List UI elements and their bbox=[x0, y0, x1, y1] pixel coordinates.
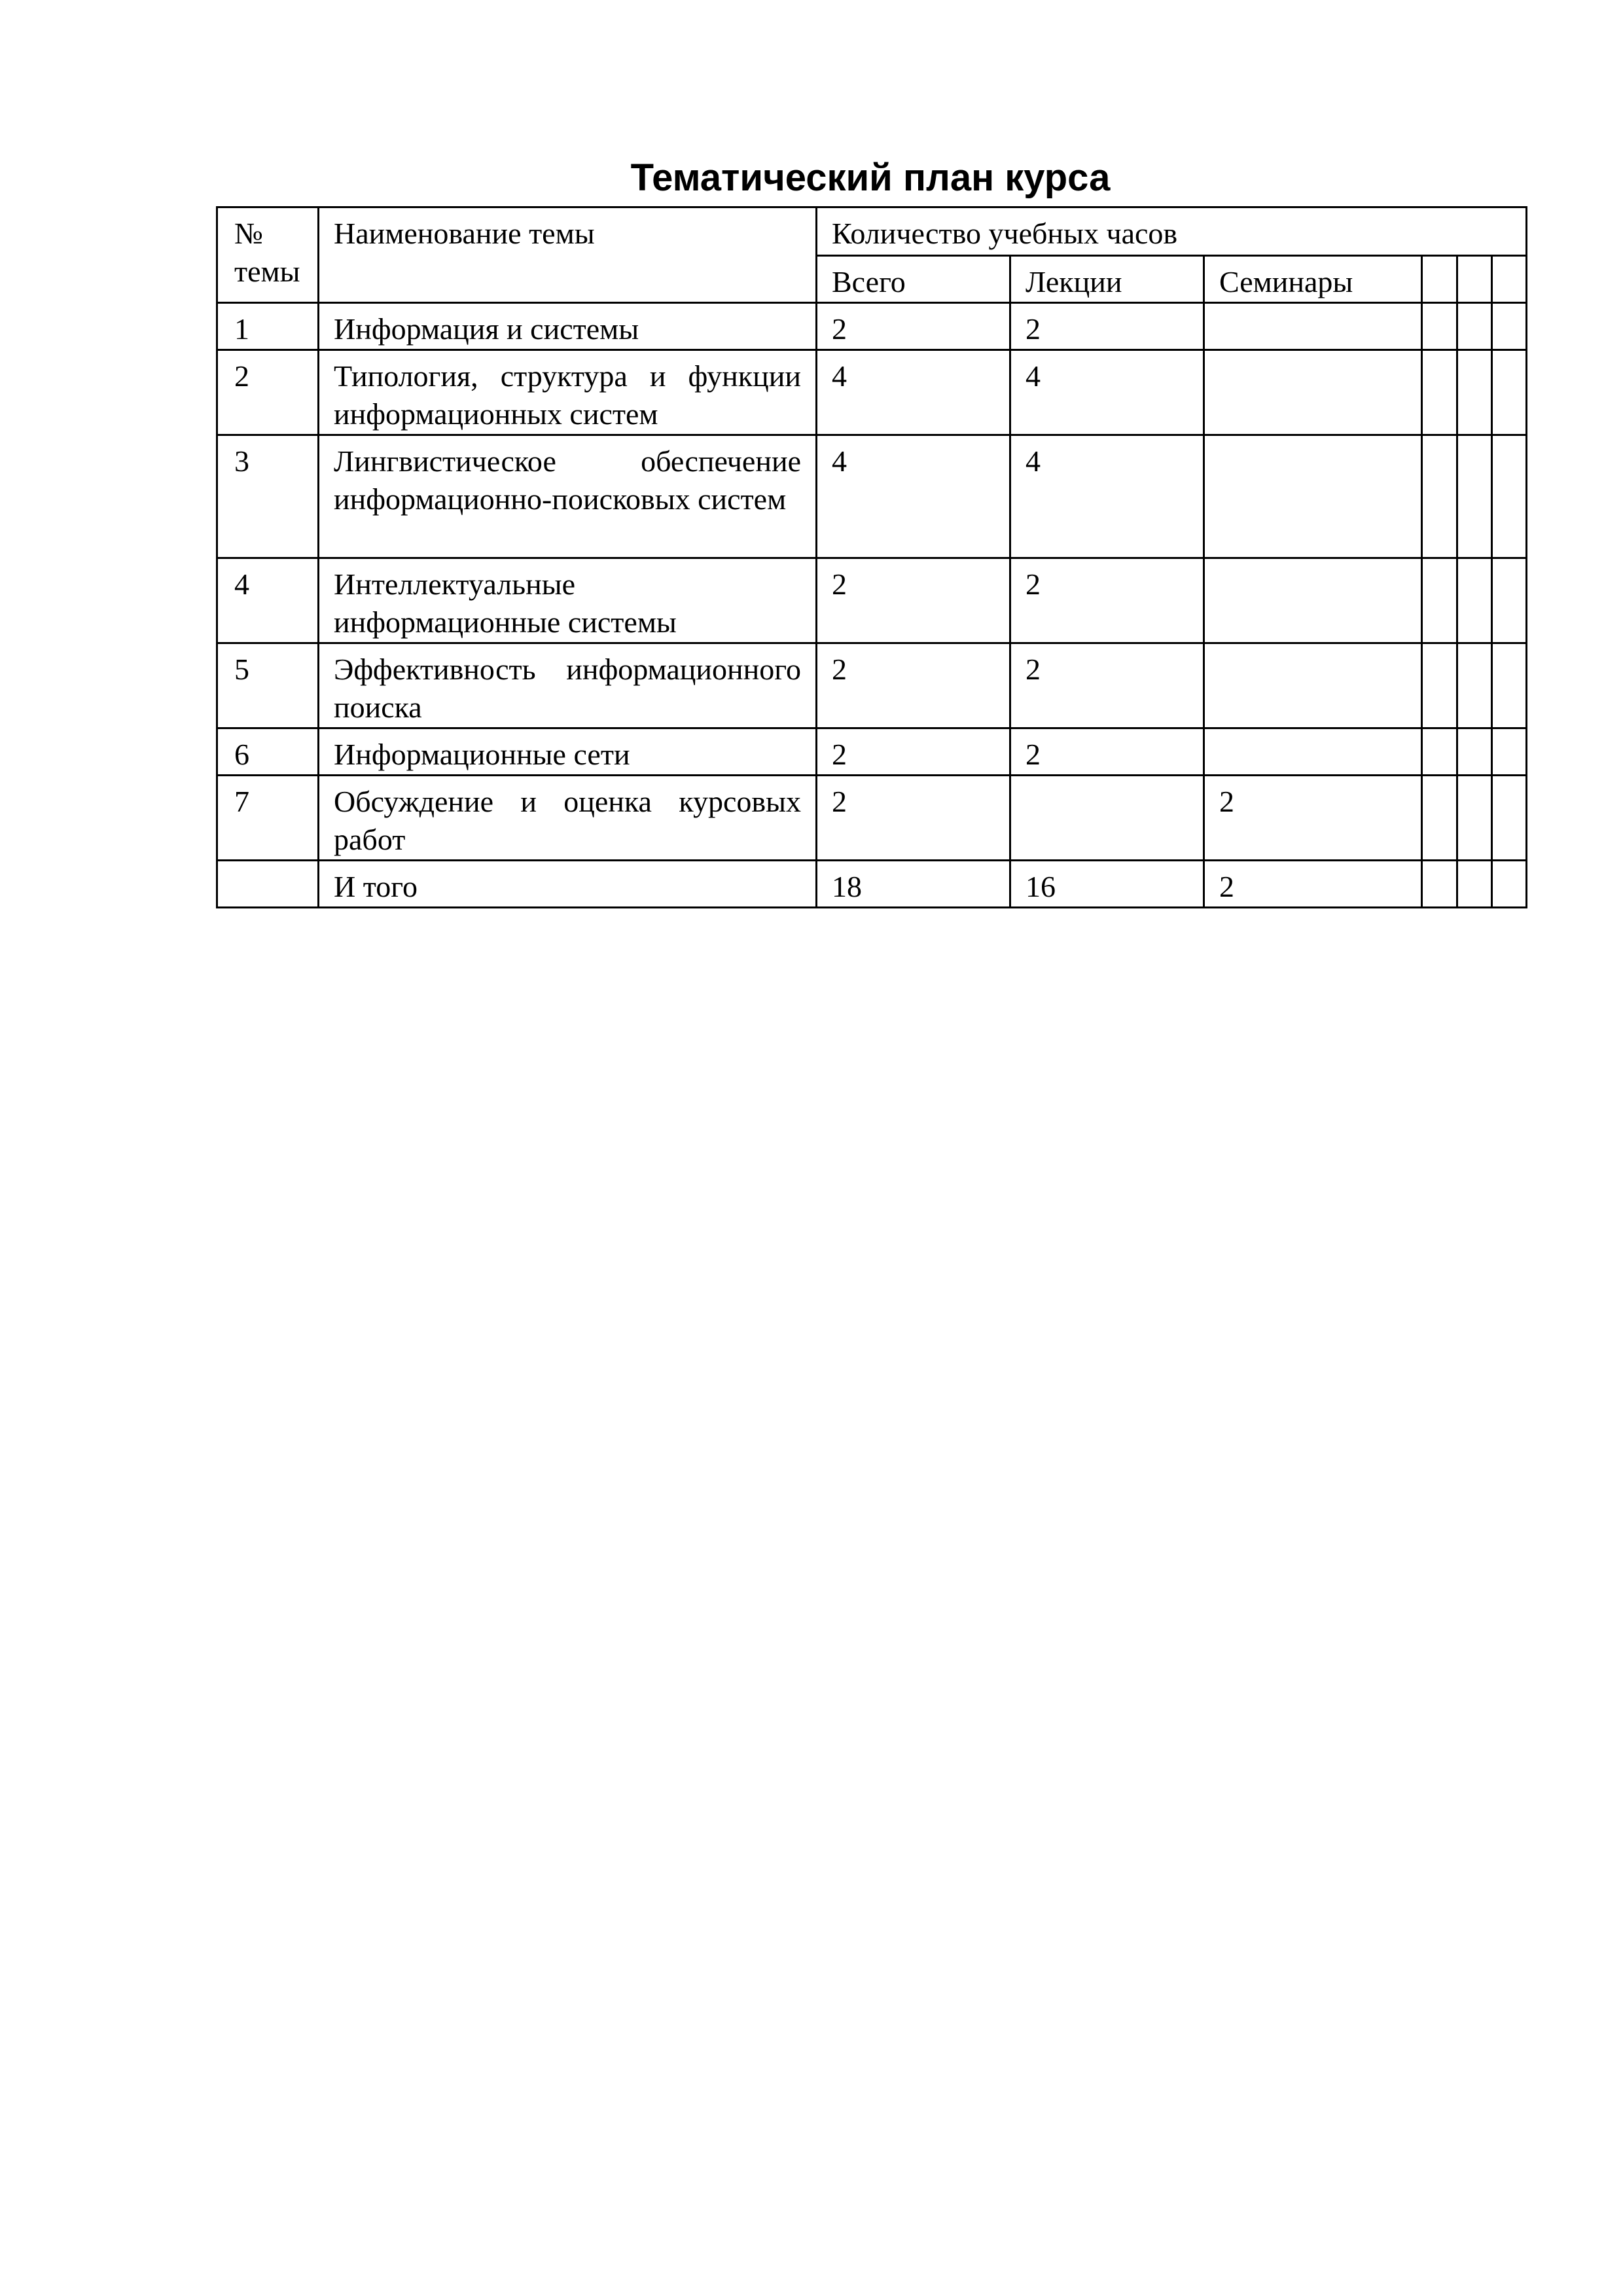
header-number-label: № темы bbox=[234, 217, 300, 288]
table-row bbox=[217, 776, 1527, 861]
empty-cell bbox=[1457, 303, 1492, 350]
empty-cell bbox=[1492, 350, 1527, 435]
table-row bbox=[217, 303, 1527, 350]
header-seminars: Семинары bbox=[1204, 256, 1422, 303]
empty-cell bbox=[1457, 728, 1492, 776]
empty-cell bbox=[1422, 861, 1457, 908]
row-number: 6 bbox=[217, 728, 319, 776]
empty-cell bbox=[1457, 861, 1492, 908]
row-lectures: 2 bbox=[1010, 558, 1204, 643]
row-total: 2 bbox=[817, 728, 1010, 776]
row-seminars bbox=[1204, 350, 1422, 435]
table-row bbox=[217, 728, 1527, 776]
row-number: 1 bbox=[217, 303, 319, 350]
summary-row bbox=[217, 861, 1527, 908]
row-topic: Интеллектуальные информационные системы bbox=[319, 558, 817, 643]
row-total: 2 bbox=[817, 776, 1010, 861]
empty-cell bbox=[1422, 350, 1457, 435]
row-lectures: 4 bbox=[1010, 350, 1204, 435]
row-lectures: 2 bbox=[1010, 643, 1204, 728]
row-topic: Информационные сети bbox=[319, 728, 817, 776]
empty-cell bbox=[1492, 643, 1527, 728]
empty-cell bbox=[1492, 435, 1527, 558]
empty-cell bbox=[1492, 861, 1527, 908]
row-lectures: 2 bbox=[1010, 303, 1204, 350]
row-number: 3 bbox=[217, 435, 319, 558]
row-seminars bbox=[1204, 435, 1422, 558]
table-row bbox=[217, 558, 1527, 643]
empty-cell bbox=[1422, 303, 1457, 350]
row-seminars bbox=[1204, 643, 1422, 728]
row-number: 2 bbox=[217, 350, 319, 435]
table-row bbox=[217, 435, 1527, 558]
empty-cell bbox=[1457, 558, 1492, 643]
empty-cell bbox=[1457, 776, 1492, 861]
row-total: 2 bbox=[817, 643, 1010, 728]
empty-cell bbox=[1492, 256, 1527, 303]
row-total: 2 bbox=[817, 303, 1010, 350]
summary-seminars: 2 bbox=[1204, 861, 1422, 908]
header-lectures: Лекции bbox=[1010, 256, 1204, 303]
header-topic-cell: Наименование темы bbox=[319, 207, 817, 303]
row-number: 5 bbox=[217, 643, 319, 728]
row-lectures: 2 bbox=[1010, 728, 1204, 776]
empty-cell bbox=[1492, 728, 1527, 776]
row-topic: Информация и системы bbox=[319, 303, 817, 350]
empty-cell bbox=[1422, 256, 1457, 303]
empty-cell bbox=[1422, 643, 1457, 728]
row-seminars: 2 bbox=[1204, 776, 1422, 861]
row-seminars bbox=[1204, 728, 1422, 776]
row-total: 4 bbox=[817, 350, 1010, 435]
row-seminars bbox=[1204, 303, 1422, 350]
empty-cell bbox=[1457, 435, 1492, 558]
row-topic: Типология, структура и функции информационных систем bbox=[319, 350, 817, 435]
table-header-row bbox=[217, 207, 1527, 256]
header-number-cell bbox=[217, 207, 319, 303]
empty-cell bbox=[1492, 776, 1527, 861]
summary-label: И того bbox=[319, 861, 817, 908]
empty-cell bbox=[1422, 728, 1457, 776]
row-topic: Эффективность информационного поиска bbox=[319, 643, 817, 728]
row-topic: Обсуждение и оценка курсовых работ bbox=[319, 776, 817, 861]
page-title: Тематический план курса bbox=[630, 156, 1111, 199]
table-row bbox=[217, 643, 1527, 728]
table-row bbox=[217, 350, 1527, 435]
row-seminars bbox=[1204, 558, 1422, 643]
header-total: Всего bbox=[817, 256, 1010, 303]
header-hours-group: Количество учебных часов bbox=[817, 207, 1527, 256]
empty-cell bbox=[1422, 776, 1457, 861]
row-number: 4 bbox=[217, 558, 319, 643]
row-number: 7 bbox=[217, 776, 319, 861]
empty-cell bbox=[1422, 435, 1457, 558]
row-lectures bbox=[1010, 776, 1204, 861]
summary-lectures: 16 bbox=[1010, 861, 1204, 908]
empty-cell bbox=[1422, 558, 1457, 643]
row-lectures: 4 bbox=[1010, 435, 1204, 558]
empty-cell bbox=[1457, 350, 1492, 435]
empty-cell bbox=[1492, 303, 1527, 350]
empty-cell bbox=[1457, 643, 1492, 728]
empty-cell bbox=[1457, 256, 1492, 303]
row-total: 2 bbox=[817, 558, 1010, 643]
summary-total: 18 bbox=[817, 861, 1010, 908]
summary-number bbox=[217, 861, 319, 908]
empty-cell bbox=[1492, 558, 1527, 643]
course-plan-table bbox=[216, 206, 1527, 908]
row-topic: Лингвистическое обеспечение информационно-поисковых систем bbox=[319, 435, 817, 558]
row-total: 4 bbox=[817, 435, 1010, 558]
